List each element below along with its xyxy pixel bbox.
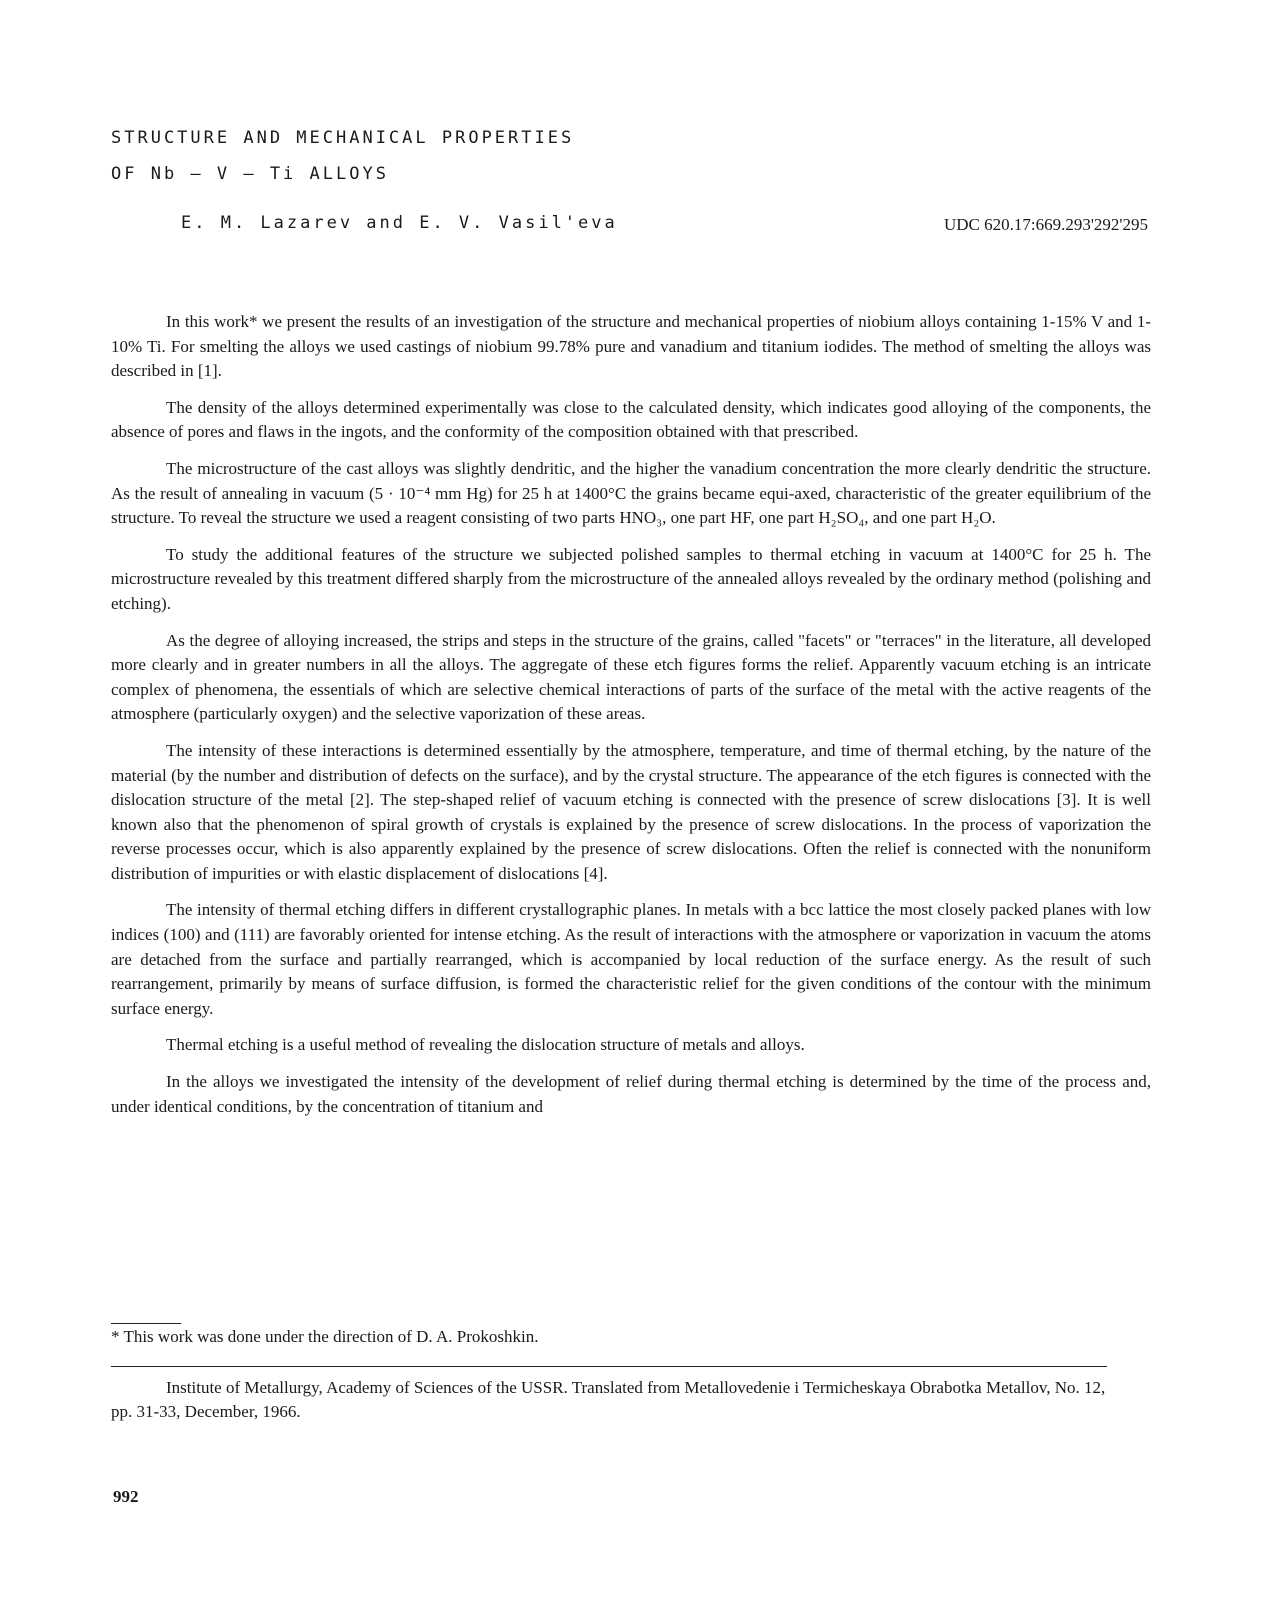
paragraph-9: In the alloys we investigated the intensity of the development of relief during thermal etching is determined by the time of the process and, under identical conditions, by the concentration of titanium and: [111, 1072, 1151, 1116]
affiliation-note: Institute of Metallurgy, Academy of Sciences of the USSR. Translated from Metallovedenie i Termicheskaya Obrabotka Metallov, No. 12, pp. 31-33, December, 1966.: [111, 1378, 1106, 1421]
article-title-line-1: STRUCTURE AND MECHANICAL PROPERTIES: [111, 128, 575, 148]
paragraph-2: The density of the alloys determined experimentally was close to the calculated density, which indicates good alloying of the components, the absence of pores and flaws in the ingots, and the conformity of the composition obtained with that prescribed.: [111, 397, 1151, 442]
page-number: 992: [113, 1487, 139, 1506]
paragraph-5: As the degree of alloying increased, the strips and steps in the structure of the grains, called "facets" or "terraces" in the literature, all developed more clearly and in greater numbers in all the alloys. The aggregate of these etch figures forms the relief. Apparently vacuum etching is an intricate complex of phenomena, the essentials of which are selective chemical interactions of parts of the surface of the metal with the active reagents of the atmosphere (particularly oxygen) and the selective vaporization of these areas.: [111, 630, 1151, 724]
article-title-line-2: OF Nb – V – Ti ALLOYS: [111, 164, 389, 184]
paragraph-8: Thermal etching is a useful method of revealing the dislocation structure of metals and alloys.: [166, 1035, 805, 1055]
paragraph-3: The microstructure of the cast alloys was slightly dendritic, and the higher the vanadium concentration the more clearly dendritic the structure. As the result of annealing in vacuum (5 · 10⁻⁴ mm Hg) for 25 h at 1400°C the grains became equi-axed, characteristic of the greater equilibrium of the structure. To reveal the structure we used a reagent consisting of two parts HNO₃, one part HF, one part H₂SO₄, and one part H₂O.: [111, 458, 1151, 528]
footnote-divider: [111, 1323, 181, 1324]
paragraph-4: To study the additional features of the structure we subjected polished samples to thermal etching in vacuum at 1400°C for 25 h. The microstructure revealed by this treatment differed sharply from the microstructure of the annealed alloys revealed by the ordinary method (polishing and etching).: [111, 544, 1151, 613]
paragraph-1: In this work* we present the results of an investigation of the structure and mechanical properties of niobium alloys containing 1-15% V and 1-10% Ti. For smelting the alloys we used castings of niobium 99.78% pure and vanadium and titanium iodides. The method of smelting the alloys was described in [1].: [111, 312, 1151, 381]
paragraph-7: The intensity of thermal etching differs in different crystallographic planes. In metals with a bcc lattice the most closely packed planes with low indices (100) and (111) are favorably oriented for intense etching. As the result of interactions with the atmosphere or vaporization in vacuum the atoms are detached from the surface and partially rearranged, which is accompanied by local reduction of the surface energy. As the result of such rearrangement, primarily by means of surface diffusion, is formed the characteristic relief for the given conditions of the contour with the minimum surface energy.: [111, 900, 1151, 1018]
authors: E. M. Lazarev and E. V. Vasil'eva: [181, 213, 618, 233]
affiliation-divider: [111, 1366, 1107, 1367]
paragraph-6: The intensity of these interactions is determined essentially by the atmosphere, temperature, and time of thermal etching, by the nature of the material (by the number and distribution of defects on the surface), and by the crystal structure. The appearance of the etch figures is connected with the dislocation structure of the metal [2]. The step-shaped relief of vacuum etching is connected with the presence of screw dislocations [3]. It is well known also that the phenomenon of spiral growth of crystals is explained by the presence of screw dislocations. In the process of vaporization the reverse processes occur, which is also apparently explained by the presence of screw dislocations. Often the relief is connected with the nonuniform distribution of impurities or with elastic displacement of dislocations [4].: [111, 740, 1151, 883]
article-body: [111, 310, 1151, 1131]
footnote: * This work was done under the direction of D. A. Prokoshkin.: [111, 1327, 539, 1346]
udc-code: UDC 620.17:669.293'292'295: [944, 215, 1148, 234]
